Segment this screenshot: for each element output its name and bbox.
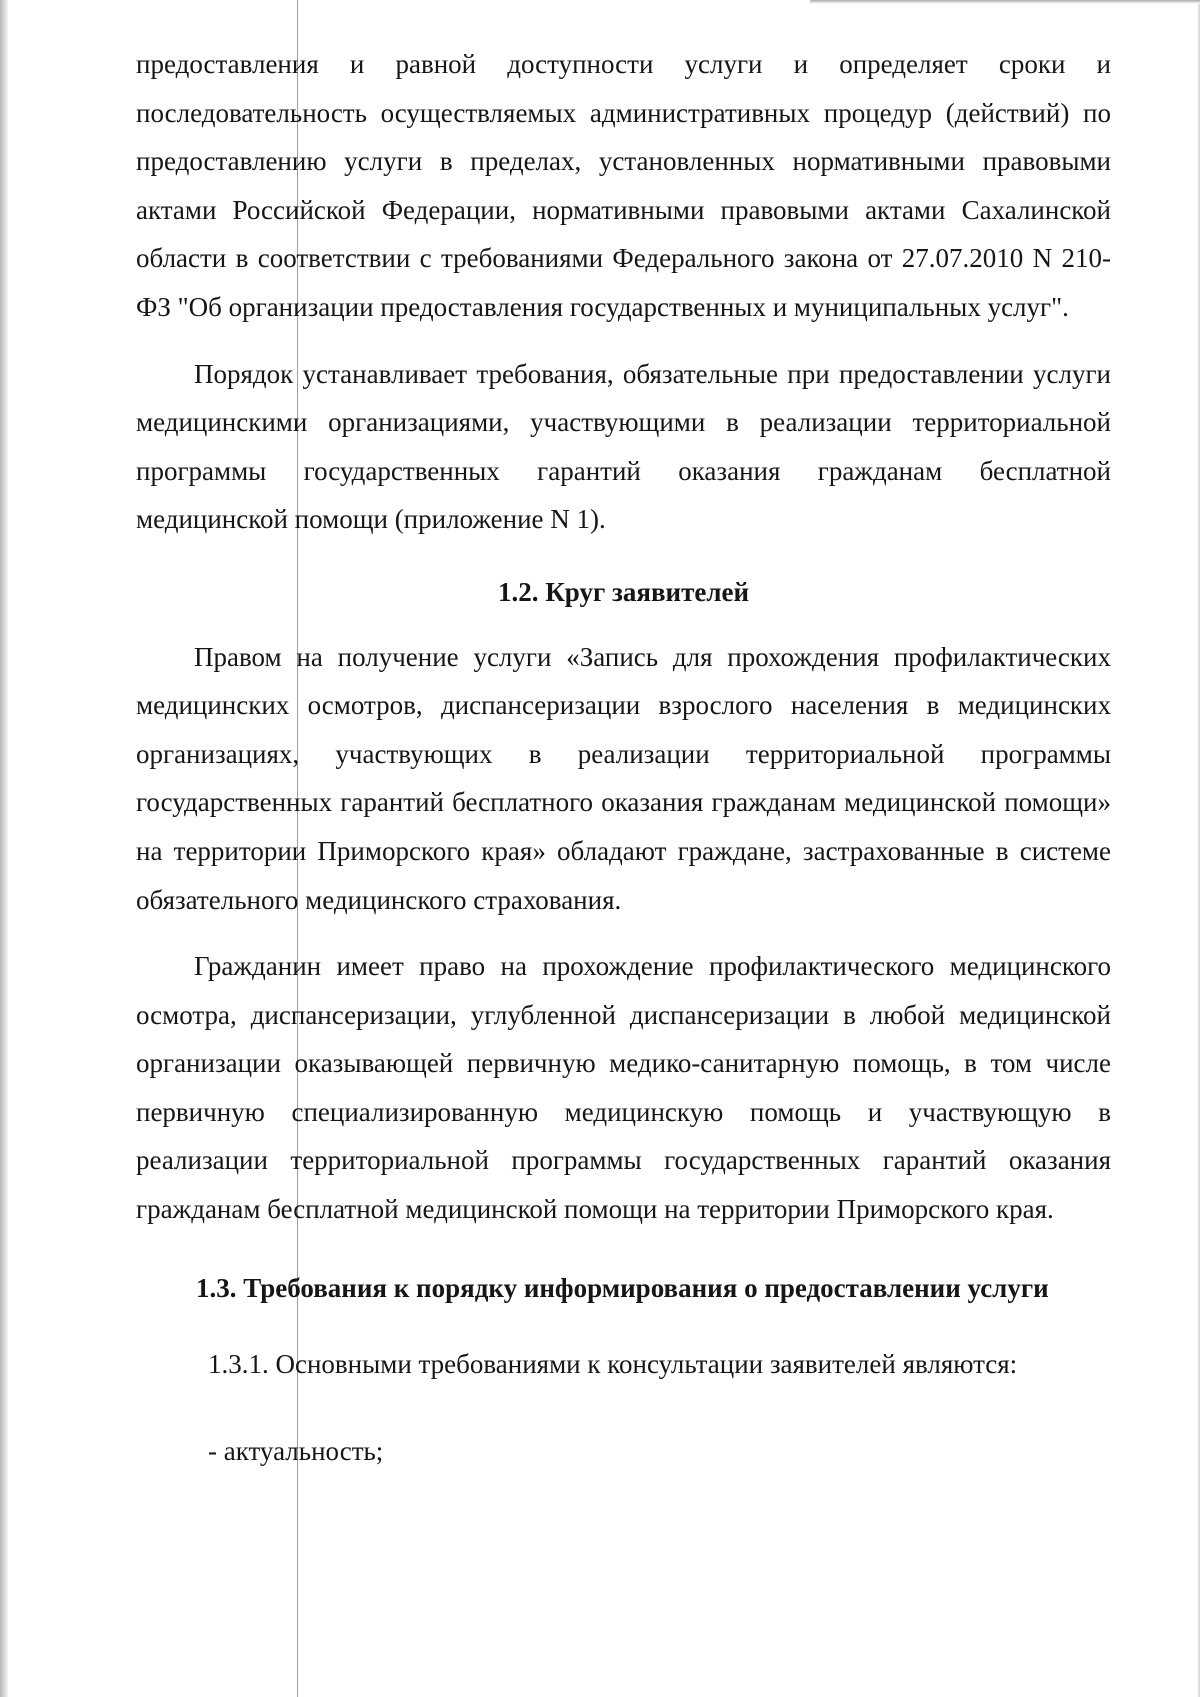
list-item-relevance: - актуальность; xyxy=(208,1435,384,1466)
section-heading-applicants: 1.2. Круг заявителей xyxy=(497,576,750,607)
document-page xyxy=(136,40,1111,1475)
scan-left-edge xyxy=(0,0,8,1697)
section-heading-information-requirements: 1.3. Требования к порядку информирования о предоставлении услуги xyxy=(196,1272,1049,1303)
paragraph-right-to-service: Правом на получение услуги «Запись для прохождения профилактических медицинских осмотров, диспансеризации взрослого населения в медицинских организациях, участвующих в реализации территориальной программы государственных гарантий бесплатного оказания гражданам медицинской помощи» на территории Приморского края» обладают граждане, застрахованные в системе обязательного медицинского страхования. xyxy=(136,641,1111,915)
subsection-1-3-1: 1.3.1. Основными требованиями к консультации заявителей являются: xyxy=(208,1349,1018,1380)
paragraph-citizen-rights: Гражданин имеет право на прохождение профилактического медицинского осмотра, диспансеризации, углубленной диспансеризации в любой медицинской организации оказывающей первичную медико-санитарную помощь, в том числе первичную специализированную медицинскую помощь и участвующую в реализации территориальной программы государственных гарантий оказания гражданам бесплатной медицинской помощи на территории Приморского края. xyxy=(136,951,1111,1225)
paragraph-requirements: Порядок устанавливает требования, обязательные при предоставлении услуги медицинскими организациями, участвующими в реализации территориальной программы государственных гарантий оказания гражданам бесплатной медицинской помощи (приложение N 1). xyxy=(136,358,1111,535)
scan-top-corner-shadow xyxy=(810,0,1200,4)
paragraph-intro-continuation: предоставления и равной доступности услуги и определяет сроки и последовательность осуществляемых административных процедур (действий) по предоставлению услуги в пределах, установленных нормативными правовыми актами Российской Федерации, нормативными правовыми актами Сахалинской области в соответствии с требованиями Федерального закона от 27.07.2010 N 210-ФЗ "Об организации предоставления государственных и муниципальных услуг". xyxy=(136,49,1111,322)
